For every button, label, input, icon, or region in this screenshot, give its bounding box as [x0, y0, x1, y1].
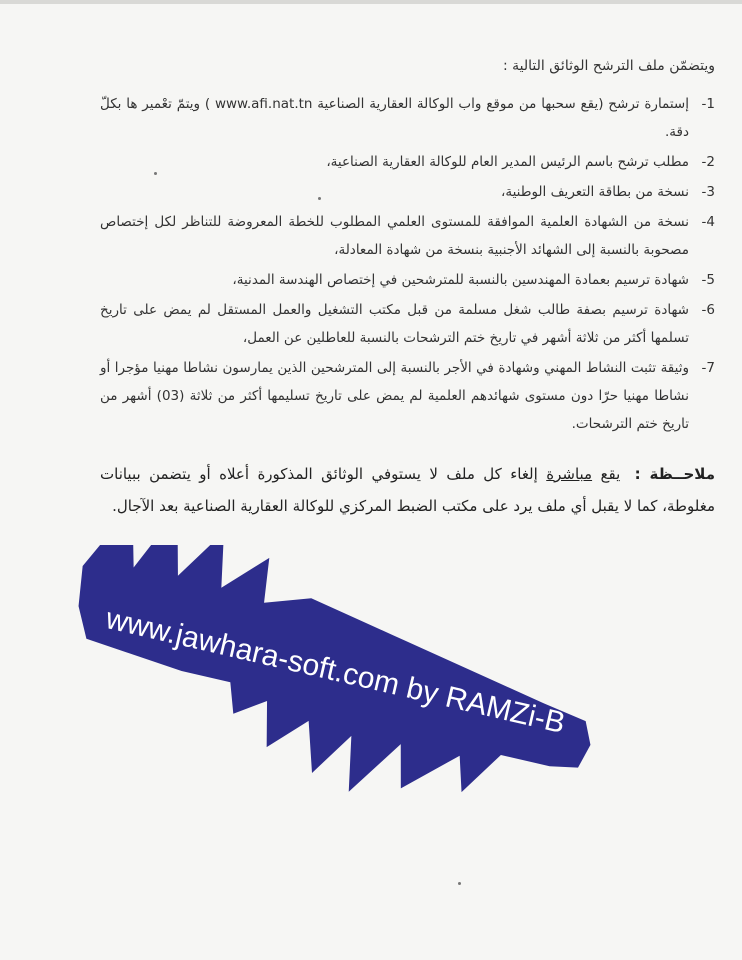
note-text-after: إلغاء كل ملف لا يستوفي الوثائق المذكورة أعلاه أو يتضمن ببيانات مغلوطة، كما لا يقبل أي ملف يرد على مكتب الضبط المركزي للوكالة العقارية الصناعية بعد الآجال.: [100, 465, 715, 515]
required-documents-list: [100, 90, 715, 438]
item-text: نسخة من الشهادة العلمية الموافقة للمستوى العلمي المطلوب للخطة المعروضة للتناظر لكل إختصاص مصحوبة بالنسبة إلى الشهائد الأجنبية بنسخة من شهادة المعادلة،: [100, 214, 689, 258]
item-number: 4-: [701, 214, 715, 230]
scan-speck: [154, 172, 157, 175]
item-text: شهادة ترسيم بصفة طالب شغل مسلمة من قبل مكتب التشغيل والعمل المستقل لم يمض على تاريخ تسلمها أكثر من ثلاثة أشهر في تاريخ ختم الترشحات بالنسبة للعاطلين عن العمل،: [100, 302, 689, 346]
document-body: [100, 58, 715, 537]
watermark-banner: [40, 545, 620, 845]
list-item: [100, 266, 715, 294]
note-label: ملاحــظة :: [634, 465, 715, 483]
list-item: [100, 208, 715, 264]
item-text-after-url: ) ويتمّ تعْمير ها بكلّ دقة.: [100, 96, 689, 140]
item-text: نسخة من بطاقة التعريف الوطنية،: [500, 184, 689, 200]
note-paragraph: [100, 458, 715, 522]
item-number: 1-: [701, 96, 715, 112]
scan-speck: [318, 197, 321, 200]
item-text: مطلب ترشح باسم الرئيس المدير العام للوكالة العقارية الصناعية،: [326, 154, 689, 170]
item-number: 3-: [701, 184, 715, 200]
page-top-edge: [0, 0, 742, 4]
item-number: 5-: [701, 272, 715, 288]
item-number: 7-: [701, 360, 715, 376]
watermark-jagged-shape: [47, 545, 620, 842]
intro-line: ويتضمّن ملف الترشح الوثائق التالية :: [502, 58, 715, 74]
list-item: [100, 148, 715, 176]
item-number: 2-: [701, 154, 715, 170]
list-item: [100, 296, 715, 352]
item-text-before-url: إستمارة ترشح (يقع سحبها من موقع واب الوكالة العقارية الصناعية: [317, 96, 689, 112]
watermark-text: www.jawhara-soft.com by RAMZi-B: [102, 602, 569, 741]
item-number: 6-: [701, 302, 715, 318]
note-text-before: يقع: [600, 465, 621, 483]
scan-speck: [458, 882, 461, 885]
website-url: www.afi.nat.tn: [214, 96, 313, 112]
note-underlined-word: مباشرة: [546, 465, 593, 483]
item-text: وثيقة تثبت النشاط المهني وشهادة في الأجر بالنسبة إلى المترشحين الذين يمارسون نشاطا مهنيا مؤجرا أو نشاطا مهنيا حرّا دون مستوى شهائدهم العلمية لم يمض على تاريخ تسليمها أكثر من ثلاثة (03) أشهر من تاريخ ختم الترشحات.: [100, 360, 689, 432]
item-text: شهادة ترسيم بعمادة المهندسين بالنسبة للمترشحين في إختصاص الهندسة المدنية،: [232, 272, 689, 288]
item-text: [100, 90, 689, 146]
watermark-graphic: [40, 545, 620, 845]
list-item: [100, 90, 715, 146]
list-item: [100, 354, 715, 438]
list-item: [100, 178, 715, 206]
